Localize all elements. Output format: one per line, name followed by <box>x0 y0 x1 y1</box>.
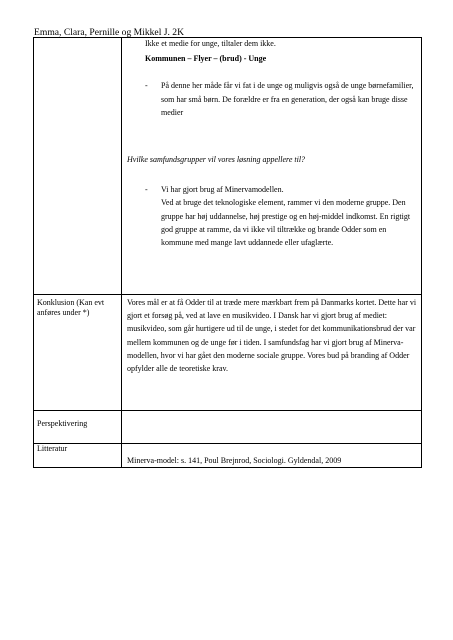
table-row <box>34 295 422 411</box>
konklusion-text: Vores mål er at få Odder til at træde mere mærkbart frem på Danmarks kortet. Dette har vi gjort et forsøg på, ved at lave en musikvideo. I Dansk har vi gjort brug af mediet: musikvideo, som går hurtigere ud til de unge, i stedet for det kommunikationsbrud der var mellem kommunen og de unge før i tiden. I samfundsfag har vi gjort brug af Minerva-modellen, hvor vi har gået den moderne sociale gruppe. Vores bud på branding af Odder opfylder alle de teoretiske krav. <box>122 295 422 411</box>
row1-question: Hvilke samfundsgrupper vil vores løsning appellere til? <box>127 155 306 165</box>
row1-bullet2 <box>145 183 417 249</box>
bullet2-dash: - <box>145 185 148 195</box>
table-row <box>34 444 422 468</box>
row1-line1: Ikke et medie for unge, tiltaler dem ikke. <box>145 39 276 48</box>
table-row <box>34 38 422 295</box>
bullet1-dash: - <box>145 81 148 91</box>
row1-indent-block-2 <box>145 183 417 249</box>
table-row <box>34 411 422 444</box>
document-table <box>33 37 422 468</box>
row1-bullet1 <box>145 79 417 119</box>
row1-label-cell <box>34 38 122 295</box>
row1-heading: Kommunen – Flyer – (brud) - Unge <box>145 54 267 64</box>
konklusion-label: Konklusion (Kan evt anføres under *) <box>34 295 122 411</box>
bullet2-line1: Vi har gjort brug af Minervamodellen. <box>161 185 284 195</box>
bullet2-text: Ved at bruge det teknologiske element, rammer vi den moderne gruppe. Den gruppe har høj uddannelse, høj prestige og en høj-middel indkomst. En rigtigt god gruppe at ramme, da vi ikke vil tiltrække og brande Odder som en kommune med mange lavt uddannede eller ufaglærte. <box>161 198 411 248</box>
row1-indent-block <box>145 37 417 119</box>
page-header: Emma, Clara, Pernille og Mikkel J. 2K <box>34 27 185 38</box>
litteratur-label: Litteratur <box>34 444 122 468</box>
bullet1-text: På denne her måde får vi fat i de unge og muligvis også de unge børnefamilier, som har små børn. De forældre er fra en generation, der også kan bruge disse medier <box>161 81 414 117</box>
row1-content-cell <box>122 38 422 295</box>
perspektivering-label: Perspektivering <box>34 411 122 444</box>
litteratur-text: Minerva-model: s. 141, Poul Brejnrod, Sociologi. Gyldendal, 2009 <box>122 444 422 468</box>
perspektivering-text <box>122 411 422 444</box>
